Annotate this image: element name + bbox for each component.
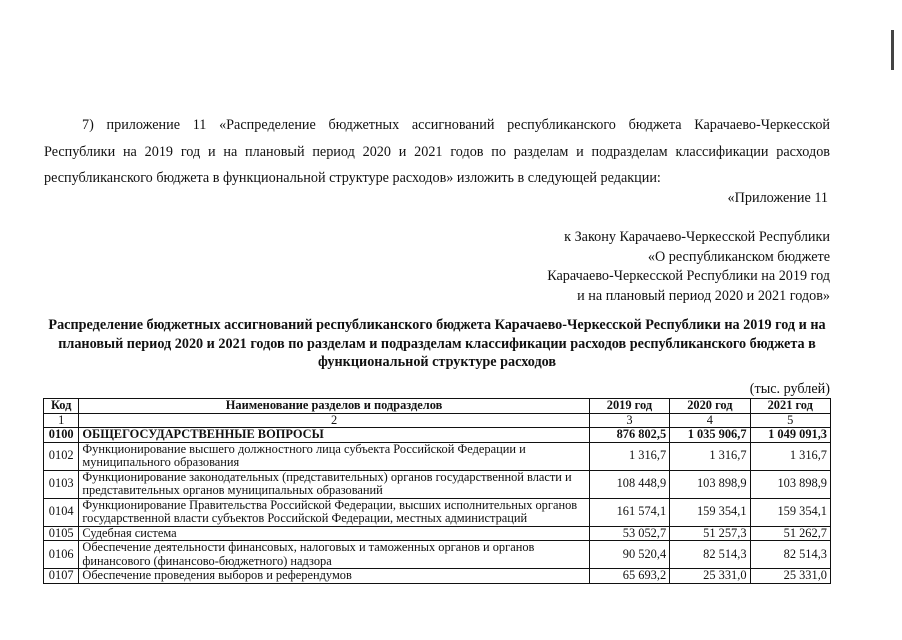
column-number: 1 (44, 413, 79, 428)
row-name: Функционирование Правительства Российской Федерации, высших исполнительных органов государственной власти субъектов Российской Федерации, местных администраций (79, 498, 589, 526)
row-2021: 1 316,7 (750, 442, 830, 470)
row-2020: 103 898,9 (670, 470, 750, 498)
row-2021: 159 354,1 (750, 498, 830, 526)
row-name: Функционирование высшего должностного лица субъекта Российской Федерации и муниципального образования (79, 442, 589, 470)
row-code: 0102 (44, 442, 79, 470)
law-reference-line: и на плановый период 2020 и 2021 годов» (577, 287, 830, 304)
row-2020: 82 514,3 (670, 541, 750, 569)
budget-table (43, 398, 831, 584)
header-2019: 2019 год (589, 399, 669, 414)
header-code: Код (44, 399, 79, 414)
row-code: 0100 (44, 428, 79, 443)
row-code: 0104 (44, 498, 79, 526)
row-2019: 90 520,4 (589, 541, 669, 569)
units-label: (тыс. рублей) (749, 381, 830, 397)
row-code: 0106 (44, 541, 79, 569)
document-title: Распределение бюджетных ассигнований республиканского бюджета Карачаево-Черкесской Республики на 2019 год и на плановый период 2020 и 2021 годов по разделам и подразделам классификации расходов республиканского бюджета в функциональной структуре расходов (48, 317, 826, 370)
row-name: Судебная система (79, 526, 589, 541)
row-2020: 1 035 906,7 (670, 428, 750, 443)
table-row (44, 526, 831, 541)
row-2021: 1 049 091,3 (750, 428, 830, 443)
row-name: ОБЩЕГОСУДАРСТВЕННЫЕ ВОПРОСЫ (79, 428, 589, 443)
row-code: 0103 (44, 470, 79, 498)
row-2019: 161 574,1 (589, 498, 669, 526)
column-number: 4 (670, 413, 750, 428)
intro-paragraph (44, 112, 830, 192)
row-2020: 25 331,0 (670, 569, 750, 584)
scan-edge-mark (891, 30, 894, 70)
row-2019: 108 448,9 (589, 470, 669, 498)
row-2021: 82 514,3 (750, 541, 830, 569)
row-2020: 159 354,1 (670, 498, 750, 526)
column-number: 2 (79, 413, 589, 428)
column-number: 3 (589, 413, 669, 428)
row-2021: 25 331,0 (750, 569, 830, 584)
row-code: 0107 (44, 569, 79, 584)
row-2020: 1 316,7 (670, 442, 750, 470)
law-reference (547, 228, 830, 306)
table-row (44, 569, 831, 584)
table-row (44, 442, 831, 470)
law-reference-line: «О республиканском бюджете (647, 248, 830, 265)
column-number-row (44, 413, 831, 428)
row-2019: 65 693,2 (589, 569, 669, 584)
header-name: Наименование разделов и подразделов (79, 399, 589, 414)
row-name: Обеспечение деятельности финансовых, налоговых и таможенных органов и органов финансового (финансово-бюджетного) надзора (79, 541, 589, 569)
row-2021: 103 898,9 (750, 470, 830, 498)
table-row (44, 541, 831, 569)
table-row (44, 470, 831, 498)
row-2019: 1 316,7 (589, 442, 669, 470)
law-reference-line: Карачаево-Черкесской Республики на 2019 год (547, 268, 830, 284)
law-reference-line: к Закону Карачаево-Черкесской Республики (564, 229, 830, 245)
column-number: 5 (750, 413, 830, 428)
table-row (44, 428, 831, 443)
header-2020: 2020 год (670, 399, 750, 414)
appendix-label: «Приложение 11 (727, 190, 828, 206)
row-name: Функционирование законодательных (представительных) органов государственной власти и представительных органов муниципальных образований (79, 470, 589, 498)
row-2021: 51 262,7 (750, 526, 830, 541)
row-code: 0105 (44, 526, 79, 541)
row-2019: 876 802,5 (589, 428, 669, 443)
header-2021: 2021 год (750, 399, 830, 414)
table-header-row (44, 399, 831, 414)
row-2020: 51 257,3 (670, 526, 750, 541)
table-row (44, 498, 831, 526)
row-2019: 53 052,7 (589, 526, 669, 541)
row-name: Обеспечение проведения выборов и референдумов (79, 569, 589, 584)
intro-text: 7) приложение 11 «Распределение бюджетных ассигнований республиканского бюджета Карачаево-Черкесской Республики на 2019 год и на плановый период 2020 и 2021 годов по разделам и подразделам классификации расходов республиканского бюджета в функциональной структуре расходов» изложить в следующей редакции: (44, 117, 830, 186)
